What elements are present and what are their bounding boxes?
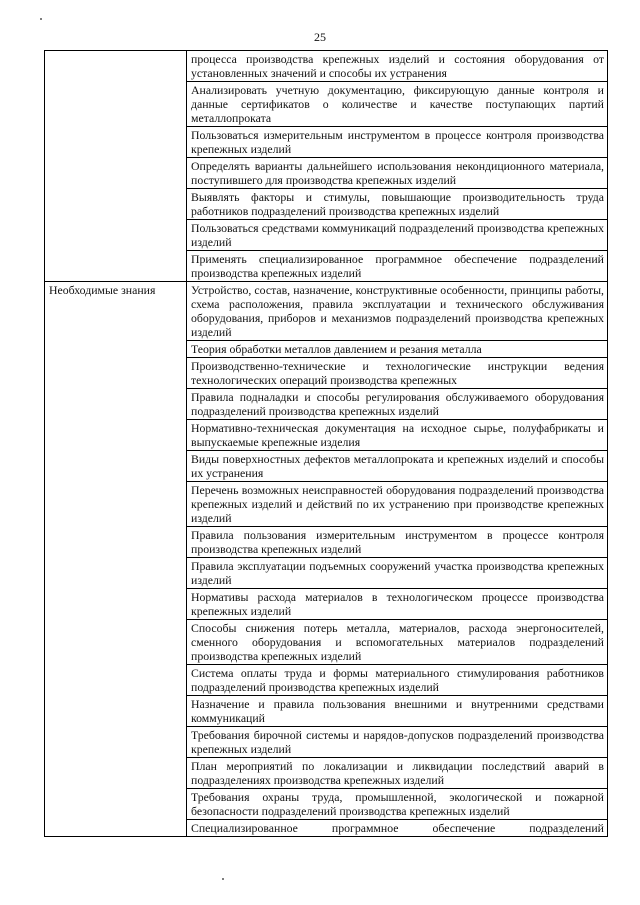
skill-item: Применять специализированное программное обеспечение подразделений производства крепежных изделий	[187, 251, 608, 282]
page-number: 25	[314, 30, 326, 44]
knowledge-item: Назначение и правила пользования внешними и внутренними средствами коммуникаций	[187, 696, 608, 727]
skill-item: процесса производства крепежных изделий и состояния оборудования от установленных значений и способы их устранения	[187, 51, 608, 82]
scan-speck	[40, 18, 42, 20]
knowledge-item: Теория обработки металлов давлением и резания металла	[187, 341, 608, 358]
qualification-table	[44, 50, 608, 837]
skills-label-cell	[45, 51, 187, 282]
knowledge-item: Нормативы расхода материалов в технологическом процессе производства крепежных изделий	[187, 589, 608, 620]
knowledge-item: Система оплаты труда и формы материального стимулирования работников подразделений производства крепежных изделий	[187, 665, 608, 696]
skill-item: Анализировать учетную документацию, фиксирующую данные контроля и данные сертификатов о количестве и качестве поступающих партий металлопроката	[187, 82, 608, 127]
knowledge-item: Виды поверхностных дефектов металлопроката и крепежных изделий и способы их устранения	[187, 451, 608, 482]
knowledge-item: План мероприятий по локализации и ликвидации последствий аварий в подразделениях производства крепежных изделий	[187, 758, 608, 789]
knowledge-item: Устройство, состав, назначение, конструктивные особенности, принципы работы, схема расположения, правила эксплуатации и технического обслуживания оборудования, приборов и механизмов подразделений производства крепежных изделий	[187, 282, 608, 341]
knowledge-item: Перечень возможных неисправностей оборудования подразделений производства крепежных изделий и действий по их устранению при производстве крепежных изделий	[187, 482, 608, 527]
knowledge-label: Необходимые знания	[45, 282, 187, 837]
knowledge-item: Способы снижения потерь металла, материалов, расхода энергоносителей, сменного оборудования и вспомогательных материалов подразделений производства крепежных изделий	[187, 620, 608, 665]
knowledge-item: Требования бирочной системы и нарядов-допусков подразделений производства крепежных изделий	[187, 727, 608, 758]
knowledge-item: Правила подналадки и способы регулирования обслуживаемого оборудования подразделений производства крепежных изделий	[187, 389, 608, 420]
knowledge-item: Производственно-технические и технологические инструкции ведения технологических операций производства крепежных	[187, 358, 608, 389]
scan-speck	[222, 878, 224, 880]
skill-item: Выявлять факторы и стимулы, повышающие производительность труда работников подразделений производства крепежных изделий	[187, 189, 608, 220]
knowledge-item: Специализированное программное обеспечение подразделений	[187, 820, 608, 837]
table-row	[45, 282, 608, 341]
table-row	[45, 51, 608, 82]
knowledge-item: Правила пользования измерительным инструментом в процессе контроля производства крепежных изделий	[187, 527, 608, 558]
knowledge-item: Требования охраны труда, промышленной, экологической и пожарной безопасности подразделений производства крепежных изделий	[187, 789, 608, 820]
knowledge-item: Нормативно-техническая документация на исходное сырье, полуфабрикаты и выпускаемые крепежные изделия	[187, 420, 608, 451]
skill-item: Определять варианты дальнейшего использования некондиционного материала, поступившего для производства крепежных изделий	[187, 158, 608, 189]
skill-item: Пользоваться средствами коммуникаций подразделений производства крепежных изделий	[187, 220, 608, 251]
skill-item: Пользоваться измерительным инструментом в процессе контроля производства крепежных изделий	[187, 127, 608, 158]
knowledge-item: Правила эксплуатации подъемных сооружений участка производства крепежных изделий	[187, 558, 608, 589]
